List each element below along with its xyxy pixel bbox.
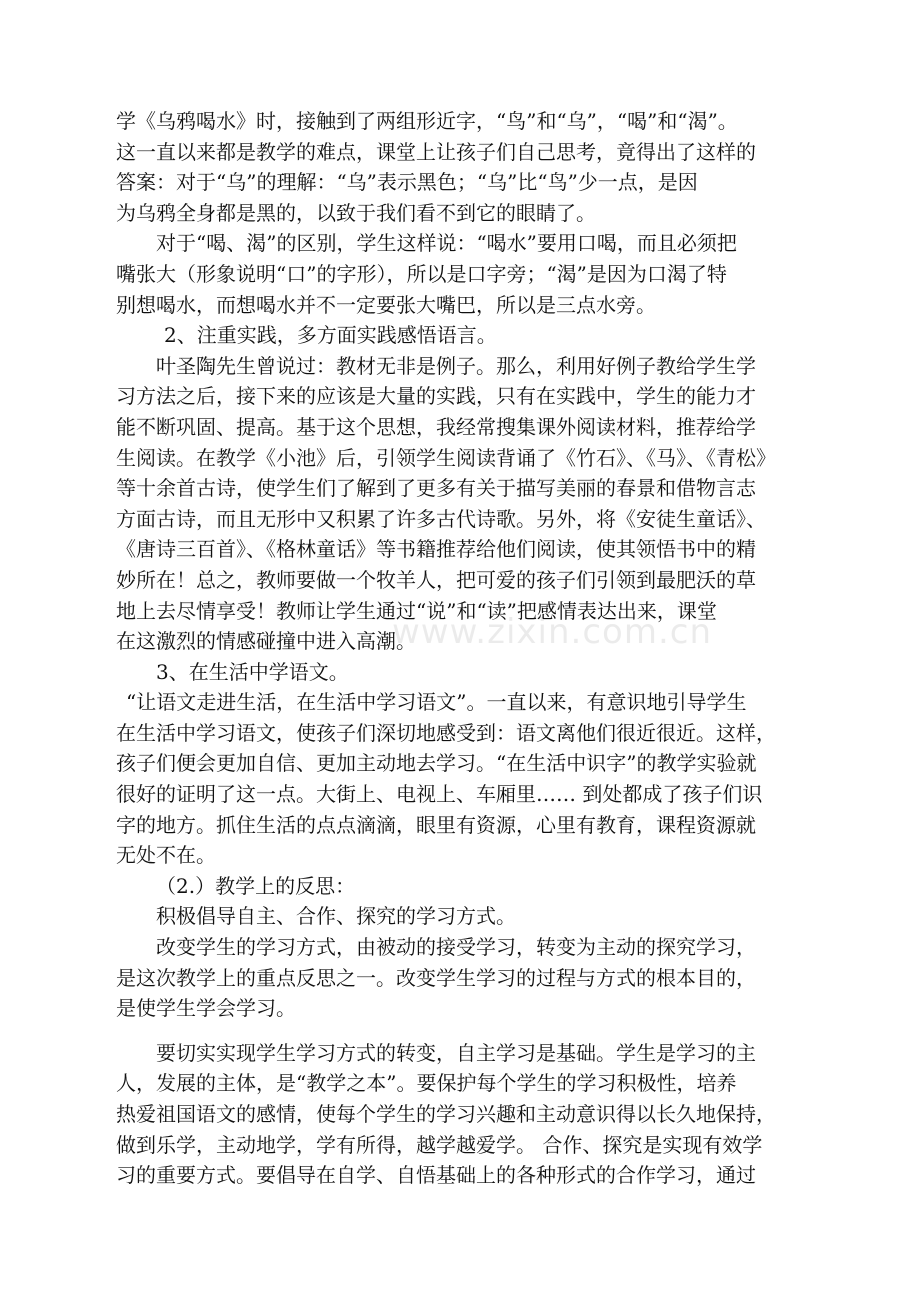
text-line: 很好的证明了这一点。大街上、电视上、车厢里…… 到处都成了孩子们识 [116,782,763,807]
text-line: 字的地方。抓住生活的点点滴滴，眼里有资源，心里有教育，课程资源就 [116,812,756,837]
text-line: 方面古诗，而且无形中又积累了许多古代诗歌。另外，将《安徒生童话》、 [116,506,766,531]
paragraph-gap [116,1024,806,1038]
text-line: 要切实实现学生学习方式的转变，自主学习是基础。学生是学习的主 [156,1040,756,1065]
text-line: 改变学生的学习方式，由被动的接受学习，转变为主动的探究学习， [156,935,756,960]
section-heading: （2.）教学上的反思： [156,873,356,898]
text-line: 是这次教学上的重点反思之一。改变学生学习的过程与方式的根本目的， [116,965,756,990]
text-line: 学《乌鸦喝水》时，接触到了两组形近字，“鸟”和“乌”，“喝”和“渴”。 [116,109,738,133]
text-line: 叶圣陶先生曾说过：教材无非是例子。那么，利用好例子教给学生学 [156,353,756,378]
text-line: 在这激烈的情感碰撞中进入高潮。 [116,629,416,654]
text-line: 做到乐学，主动地学，学有所得，越学越爱学。 合作、探究是实现有效学 [116,1132,763,1157]
section-heading: 3、在生活中学语文。 [156,659,349,684]
text-line: 生阅读。在教学《小池》后，引领学生阅读背诵了《竹石》、《马》、《青松》 [116,445,776,470]
section-heading: 2、注重实践，多方面实践感悟语言。 [164,323,497,348]
text-line: 这一直以来都是教学的难点，课堂上让孩子们自己思考，竟得出了这样的 [116,139,756,164]
text-line: 习方法之后，接下来的应该是大量的实践，只有在实践中，学生的能力才 [116,384,756,409]
text-line: 能不断巩固、提高。基于这个思想，我经常搜集课外阅读材料，推荐给学 [116,414,756,439]
text-line: 在生活中学习语文，使孩子们深切地感受到：语文离他们很近很近。这样， [116,720,776,745]
text-line: 是使学生学会学习。 [116,996,296,1021]
text-line: 积极倡导自主、合作、探究的学习方式。 [156,904,516,929]
text-line: 别想喝水，而想喝水并不一定要张大嘴巴，所以是三点水旁。 [116,292,656,317]
text-line: 孩子们便会更加自信、更加主动地去学习。“在生活中识字”的教学实验就 [116,751,757,776]
text-line: 习的重要方式。要倡导在自学、自悟基础上的各种形式的合作学习，通过 [116,1163,756,1188]
text-line: 等十余首古诗，使学生们了解到了更多有关于描写美丽的春景和借物言志 [116,476,756,501]
text-line: 对于“喝、渴”的区别，学生这样说：“喝水”要用口喝，而且必须把 [156,231,737,256]
text-line: 《唐诗三百首》、《格林童话》等书籍推荐给他们阅读，使其领悟书中的精 [116,537,756,562]
text-line: 热爱祖国语文的感情，使每个学生的学习兴趣和主动意识得以长久地保持， [116,1102,776,1126]
text-line: 嘴张大（形象说明“口”的字形），所以是口字旁；“渴”是因为口渴了特 [116,261,727,286]
text-line: “让语文走进生活，在生活中学习语文”。一直以来，有意识地引导学生 [126,690,747,715]
text-line: 答案：对于“乌”的理解：“乌”表示黑色；“乌”比“鸟”少一点，是因 [116,170,698,195]
text-line: 为乌鸦全身都是黑的，以致于我们看不到它的眼睛了。 [116,200,596,225]
text-line: 人，发展的主体，是“教学之本”。要保护每个学生的学习积极性，培养 [116,1071,737,1096]
watermark: www.zixin.com.cn [392,612,712,652]
text-line: 地上去尽情享受！教师让学生通过“说”和“读”把感情表达出来，课堂 [116,598,717,623]
text-line: 无处不在。 [116,843,216,868]
text-line: 妙所在！总之，教师要做一个牧羊人，把可爱的孩子们引领到最肥沃的草 [116,567,756,592]
